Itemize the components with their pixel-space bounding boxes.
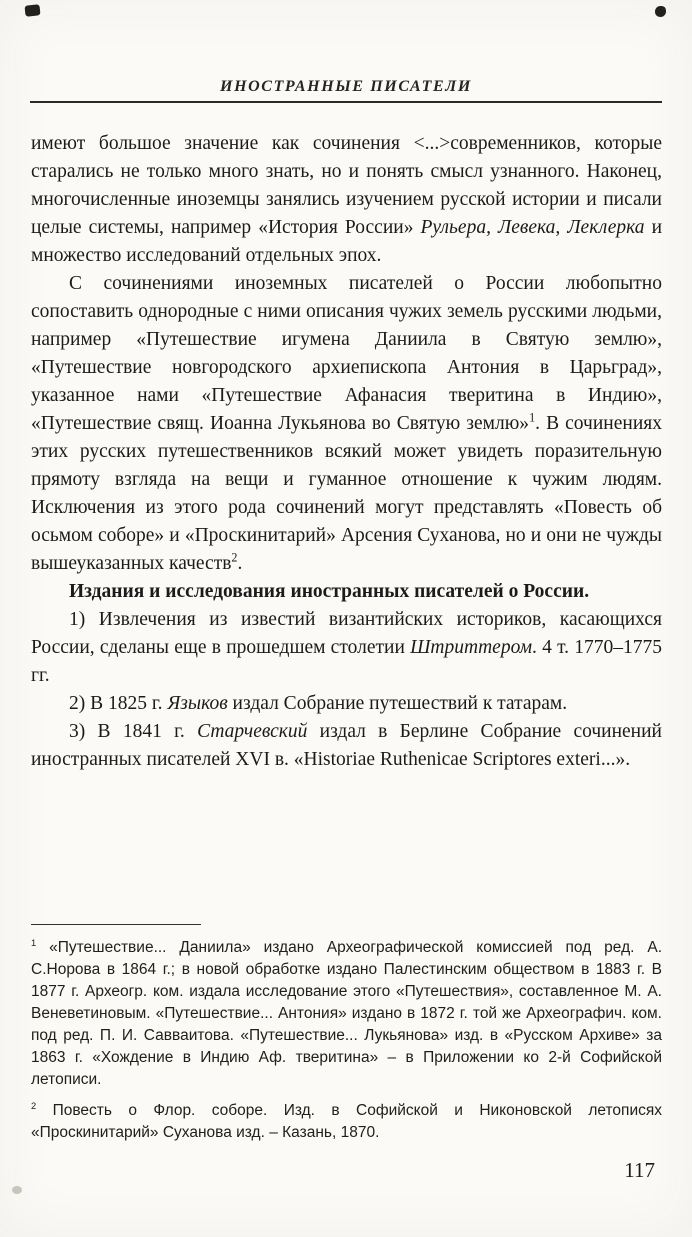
text-run: 1) Извлечения из известий византийских историков, касающихся России, сделаны еще в прошедшем столетии: [31, 609, 662, 658]
scan-artifact-top-right: [655, 6, 666, 17]
text-run: . 4 т. 1770–1775 гг.: [31, 637, 662, 686]
paragraph: [31, 718, 662, 774]
italic-text: Штриттером: [410, 637, 533, 658]
footnote-ref: 1: [31, 937, 37, 948]
body-text: [31, 130, 662, 774]
text-run: издал Собрание путешествий к татарам.: [227, 693, 568, 714]
page-number: 117: [624, 1158, 655, 1182]
footnote-ref: 2: [31, 1100, 37, 1111]
header-rule: [30, 101, 662, 103]
text-run: 3) В 1841 г.: [69, 721, 198, 742]
footnote: [31, 1100, 662, 1144]
paragraph: [31, 606, 662, 690]
text-run: «Путешествие... Даниила» издано Археографической комиссией под ред. А. С.Норова в 1864 г.; в новой обработке издано Палестинским обществом в 1883 г. В 1877 г. Археогр. ком. издала исследование этого «Путешествия», составленное М. А. Веневетиновым. «Путешествие... Антония» издано в 1872 г. той же Археографич. ком. под ред. П. И. Савваитова. «Путешествие... Лукьянова» изд. в «Русском Архиве» за 1863 г. «Хождение в Индию Аф. тверитина» – в Приложении ко 2-й Софийской летописи.: [31, 939, 662, 1088]
italic-text: Языков: [167, 693, 228, 714]
paragraph: [31, 578, 662, 606]
italic-text: Рульера, Левека, Леклерка: [420, 217, 645, 238]
text-run: 2) В 1825 г.: [69, 693, 168, 714]
paragraph: [31, 270, 662, 578]
footnote-ref: 2: [231, 550, 238, 565]
bold-text: Издания и исследования иностранных писателей о России.: [69, 581, 590, 602]
footnotes: [31, 937, 662, 1144]
running-header: [30, 78, 662, 103]
italic-text: Старчевский: [197, 721, 308, 742]
footnote: [31, 937, 662, 1091]
running-header-title: ИНОСТРАННЫЕ ПИСАТЕЛИ: [220, 78, 472, 95]
text-run: имеют большое значение как сочинения <...>современников, которые старались не только много знать, но и понять смысл узнанного. Наконец, многочисленные иноземцы занялись изучением русской истории и писали целые системы, например «История России»: [31, 133, 662, 238]
text-run: издал в Берлине Собрание сочинений иностранных писателей XVI в. «Historiae Ruthenicae Scriptores exteri...».: [31, 721, 662, 770]
text-run: Повесть о Флор. соборе. Изд. в Софийской и Никоновской летописях «Проскинитарий» Суханова изд. – Казань, 1870.: [31, 1102, 662, 1141]
paragraph: [31, 130, 662, 270]
text-run: .: [237, 553, 243, 574]
paragraph: [31, 690, 662, 718]
scan-artifact-top-left: [24, 4, 40, 17]
text-run: . В сочинениях этих русских путешественников всякий может увидеть поразительную прямоту взгляда на вещи и гуманное отношение к чужим людям. Исключения из этого рода сочинений могут представлять «Повесть об осьмом соборе» и «Проскинитарий» Арсения Суханова, но и они не чужды вышеуказанных качеств: [31, 413, 662, 574]
scan-artifact-bottom-left: [12, 1186, 22, 1194]
footnote-separator: [31, 924, 201, 925]
footnote-ref: 1: [529, 410, 536, 425]
text-run: и множество исследований отдельных эпох.: [31, 217, 662, 266]
text-run: С сочинениями иноземных писателей о России любопытно сопоставить однородные с ними описания чужих земель русскими людьми, например «Путешествие игумена Даниила в Святую землю», «Путешествие новгородского архиепископа Антония в Царьград», указанное нами «Путешествие Афанасия тверитина в Индию», «Путешествие свящ. Иоанна Лукьянова во Святую землю»: [31, 273, 662, 434]
